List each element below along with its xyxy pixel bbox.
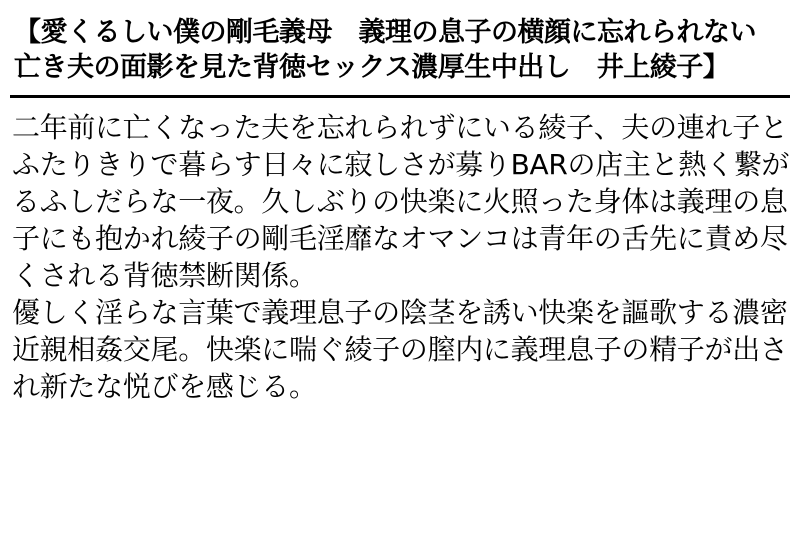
body-line-4: 子にも抱かれ綾子の剛毛淫靡なオマンコは青年の舌先に責め尽 [12, 221, 788, 255]
title-block [0, 0, 800, 85]
body-line-6: 優しく淫らな言葉で義理息子の陰茎を誘い快楽を謳歌する濃密 [12, 295, 788, 329]
body-line-5: くされる背徳禁断関係。 [12, 258, 317, 292]
body-line-2: ふたりきりで暮らす日々に寂しさが募りBARの店主と熱く繋が [12, 148, 790, 182]
body-line-7: 近親相姦交尾。快楽に喘ぐ綾子の膣内に義理息子の精子が出さ [12, 332, 788, 366]
body-line-8: れ新たな悦びを感じる。 [12, 369, 317, 403]
body-line-3: るふしだらな一夜。久しぶりの快楽に火照った身体は義理の息 [12, 185, 788, 218]
body-line-1: 二年前に亡くなった夫を忘れられずにいる綾子、夫の連れ子と [12, 111, 788, 145]
body-block [0, 98, 800, 406]
title-line-1: 【愛くるしい僕の剛毛義母 義理の息子の横顔に忘れられない [14, 17, 756, 48]
title-line-2: 亡き夫の面影を見た背徳セックス濃厚生中出し 井上綾子】 [14, 51, 730, 83]
